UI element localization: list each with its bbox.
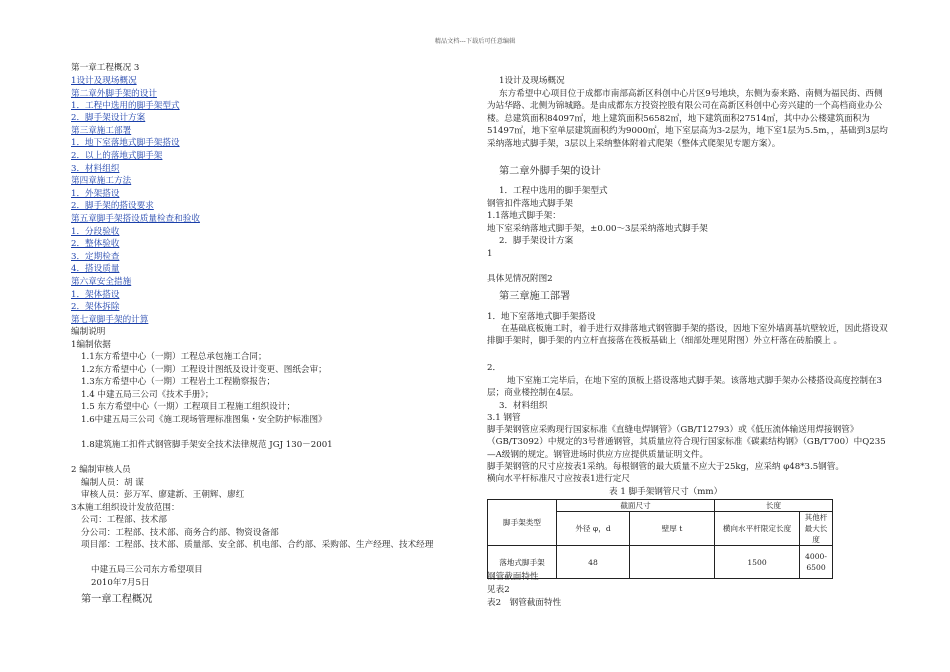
table-header-outer-diameter: 外径 φ，d — [557, 512, 630, 546]
toc-link[interactable]: 4．搭设质量 — [71, 264, 120, 274]
toc-link[interactable]: 2．脚手架的搭设要求 — [71, 201, 154, 211]
ch3-paragraph-3: 脚手架钢管应采购现行国家标准《直缝电焊钢管》（GB/T12793）或《低压流体输送用焊接钢管》（GB/T3092）中规定的3号普通钢管，其质量应符合现行国家标准《碳素结构钢》（GB/T700）中Q235—A级钢的规定。钢管进场时供应方应提供质量证明文件。 — [487, 425, 886, 460]
chapter2-title: 第二章外脚手架的设计 — [499, 166, 601, 177]
toc-link[interactable]: 第五章脚手架搭设质量检查和验收 — [71, 214, 200, 224]
toc-link[interactable]: 1．工程中选用的脚手架型式 — [71, 101, 180, 111]
table-header-section: 截面尺寸 — [557, 500, 715, 512]
basis-item: 1.1东方希望中心（一期）工程总承包施工合同； — [81, 352, 267, 362]
toc-link[interactable]: 第七章脚手架的计算 — [71, 315, 149, 325]
toc-link[interactable]: 1．地下室落地式脚手架搭设 — [71, 138, 180, 148]
table-header-max-length: 其他杆最大长度 — [800, 512, 833, 546]
sec1-paragraph: 东方希望中心项目位于成都市南部高新区科创中心片区9号地块，东侧为泰来路、南侧为福民街、西侧为站华路、北侧为锦城路。是由成都东方投资控股有限公司在高新区科创中心旁兴建的一个高档商业办公楼。总建筑面积84097㎡，地上建筑面积56582㎡，地下建筑面积27514㎡，其中办公楼建筑面积为51497㎡，地下室单层建筑面积约为9000㎡，地下室层高为3-2层为，地下室1层为5.5m，，基础到3层均采纳落地式脚手架，3层以上采纳整体附着式爬架（整体式爬架见专题方案）。 — [487, 89, 888, 149]
staff-item: 编制人员：胡 谋 — [81, 478, 144, 488]
ch3-paragraph-5: 横向水平杆标准尺寸应按表1进行定尺 — [487, 474, 630, 484]
basis-item: 1.3东方希望中心（一期）工程岩土工程勘察报告； — [81, 377, 276, 387]
table2-caption: 表2 钢管截面特性 — [487, 598, 562, 608]
basis-item: 1.4 中建五局三公司《技术手册》； — [81, 390, 214, 400]
toc-link[interactable]: 第二章外脚手架的设计 — [71, 89, 157, 99]
scope-item: 分公司：工程部、技术部、商务合约部、物资设备部 — [81, 528, 279, 538]
staff-title: 2 编制审核人员 — [71, 465, 131, 475]
ch2-section-2: 2．脚手架设计方案 — [499, 236, 574, 246]
table1-caption: 表 1 脚手架钢管尺寸（mm） — [609, 487, 723, 497]
basis-item: 1.5 东方希望中心（一期）工程项目工程施工组织设计； — [81, 402, 296, 412]
ch3-number-2: 2． — [487, 363, 502, 373]
basis-item: 1.6中建五局三公司《施工现场管理标准图集・安全防护标准图》 — [81, 415, 327, 425]
sec1-title: 1设计及现场概况 — [499, 76, 565, 86]
ch3-paragraph-2: 地下室施工完毕后，在地下室的顶板上搭设落地式脚手架。该落地式脚手架办公楼搭设高度控制在3层；商业楼控制在4层。 — [487, 376, 883, 399]
ch2-section-1: 1．工程中选用的脚手架型式 — [499, 186, 608, 196]
toc-link[interactable]: 2．以上的落地式脚手架 — [71, 151, 163, 161]
ch3-section-3-1: 3.1 钢管 — [487, 413, 521, 423]
sign-org: 中建五局三公司东方希望项目 — [91, 565, 203, 575]
chapter3-title: 第三章施工部署 — [499, 291, 571, 302]
ch2-number: 1 — [487, 249, 493, 259]
ch2-line: 地下室采纳落地式脚手架，±0.00～3层采纳落地式脚手架 — [487, 224, 708, 234]
toc-link[interactable]: 1．外架搭设 — [71, 189, 120, 199]
table-header-thickness: 壁厚 t — [630, 512, 715, 546]
basis-item: 1.8建筑施工扣件式钢管脚手架安全技术法律规范 JGJ 130－2001 — [81, 440, 333, 450]
ch2-line: 1.1落地式脚手架： — [487, 211, 561, 221]
scope-item: 公司：工程部、技术部 — [81, 515, 167, 525]
toc-link[interactable]: 1．架体搭设 — [71, 290, 120, 300]
table-cell: 落地式脚手架 — [488, 546, 557, 579]
after-table-line: 见表2 — [487, 585, 510, 595]
toc-link[interactable]: 2．架体拆除 — [71, 302, 120, 312]
toc-link[interactable]: 第六章安全措施 — [71, 277, 132, 287]
basis-title: 1编制依据 — [71, 340, 111, 350]
toc-link[interactable]: 1．分段验收 — [71, 227, 120, 237]
table-header-length: 长度 — [715, 500, 833, 512]
toc-link[interactable]: 2．脚手架设计方案 — [71, 113, 146, 123]
scope-project: 项目部：工程部、技术部、质量部、安全部、机电部、合约部、采购部、生产经理、技术经理 — [81, 540, 434, 550]
ch3-section-1: 1．地下室落地式脚手架搭设 — [487, 312, 596, 322]
steel-pipe-size-table — [487, 499, 833, 579]
compile-title: 编制说明 — [71, 327, 106, 337]
table-row — [488, 546, 833, 579]
toc-link[interactable]: 第三章施工部署 — [71, 126, 132, 136]
table-cell — [630, 546, 715, 579]
toc-link[interactable]: 第四章施工方法 — [71, 176, 132, 186]
toc-item[interactable]: 第一章工程概况 3 — [71, 63, 140, 73]
table-cell: 4000-6500 — [800, 546, 833, 579]
staff-item: 审核人员：彭万军、廖建新、王朝辉、廖红 — [81, 490, 245, 500]
scope-title: 3本施工组织设计发放范围： — [71, 503, 180, 513]
toc-link[interactable]: 3．定期检查 — [71, 252, 120, 262]
after-table-line: 钢管截面特性 — [487, 572, 539, 582]
sign-date: 2010年7月5日 — [91, 578, 150, 588]
table-header-type: 脚手架类型 — [488, 500, 557, 546]
ch2-see-figure: 具体见情况附图2 — [487, 274, 553, 284]
chapter1-title: 第一章工程概况 — [81, 594, 153, 605]
page-header-note: 精品文档---下载后可任意编辑 — [434, 38, 516, 45]
ch3-paragraph-4: 脚手架钢管的尺寸应按表1采纳。每根钢管的最大质量不应大于25kg，应采纳 φ48*3.5钢管。 — [487, 462, 844, 472]
toc-link[interactable]: 2．整体验收 — [71, 239, 120, 249]
table-cell: 1500 — [715, 546, 800, 579]
ch3-paragraph-1: 在基础底板施工时，着手进行双排落地式钢管脚手架的搭设，因地下室外墙离基坑壁较近，因此搭设双排脚手架时，脚手架的内立杆直接落在筏板基础上（细部处理见附图）外立杆落在砖胎膜上 。 — [487, 324, 888, 347]
toc-link[interactable]: 1设计及现场概况 — [71, 76, 137, 86]
table-cell: 48 — [557, 546, 630, 579]
ch3-section-3: 3．材料组织 — [499, 401, 548, 411]
ch2-line: 钢管扣件落地式脚手架 — [487, 199, 573, 209]
table-header-horizontal-length: 横向水平杆限定长度 — [715, 512, 800, 546]
toc-link[interactable]: 3．材料组织 — [71, 164, 120, 174]
basis-item: 1.2东方希望中心（一期）工程设计图纸及设计变更、图纸会审； — [81, 365, 327, 375]
